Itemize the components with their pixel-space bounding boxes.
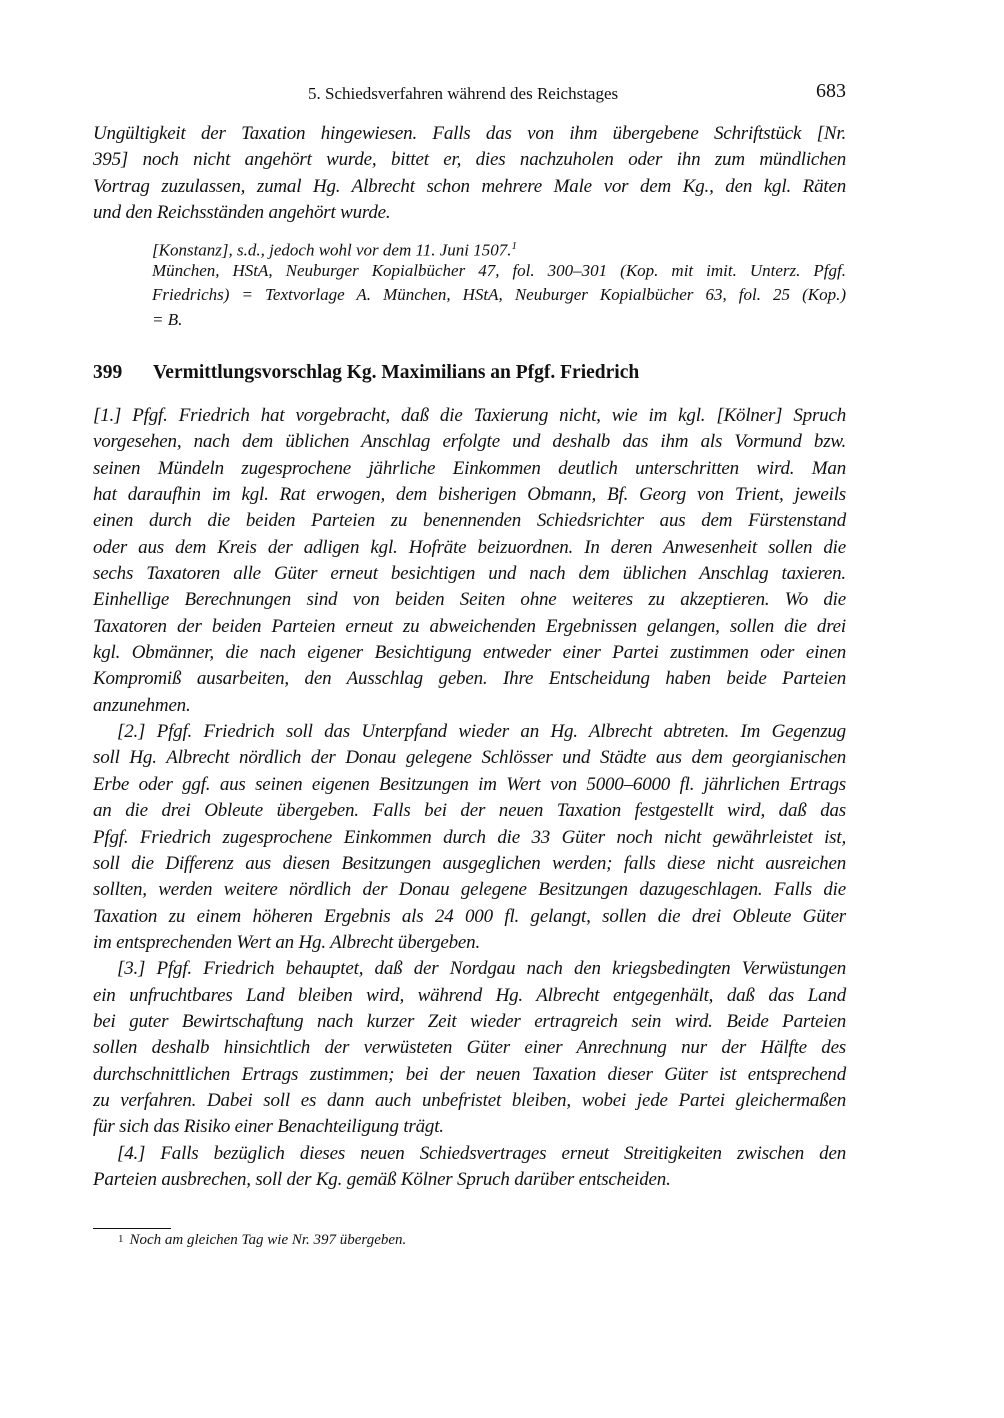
text-line: Parteien ausbrechen, soll der Kg. gemäß Kölner Spruch darüber entscheiden. (93, 1168, 671, 1190)
text-line: Friedrichs) = Textvorlage A. München, HStA, Neuburger Kopialbücher 63, fol. 25 (Kop.) (152, 285, 846, 305)
text-line: im entsprechenden Wert an Hg. Albrecht übergeben. (93, 931, 481, 953)
text-line: an die drei Obleute übergeben. Falls bei der neuen Taxation festgestellt wird, daß das (93, 800, 846, 822)
text-line: soll Hg. Albrecht nördlich der Donau gelegene Schlösser und Städte aus dem georgianischen (93, 747, 846, 769)
text-line: hat daraufhin im kgl. Rat erwogen, dem bisherigen Obmann, Bf. Georg von Trient, jeweils (93, 484, 846, 506)
text-line: Taxatoren der beiden Parteien erneut zu abweichenden Ergebnissen gelangen, sollen die drei (93, 615, 846, 637)
text-line: Erbe oder ggf. aus seinen eigenen Besitzungen im Wert von 5000–6000 fl. jährlichen Ertrags (93, 773, 846, 795)
paragraph (93, 1141, 846, 1194)
text-line: vorgesehen, nach dem üblichen Anschlag erfolgte und deshalb das ihm als Vormund bzw. (93, 431, 846, 453)
text-line: soll die Differenz aus diesen Besitzungen ausgeglichen werden; falls diese nicht ausreichen (93, 852, 846, 874)
document-title: Vermittlungsvorschlag Kg. Maximilians an Pfgf. Friedrich (153, 362, 640, 383)
text-line: Ungültigkeit der Taxation hingewiesen. Falls das von ihm übergebene Schriftstück [Nr. (93, 123, 846, 144)
footnote (118, 1232, 406, 1249)
text-line: = B. (152, 309, 183, 329)
footnote-divider (93, 1228, 171, 1229)
text-line: Kompromiß ausarbeiten, den Ausschlag geben. Ihre Entscheidung haben beide Parteien (93, 668, 846, 690)
date-line (152, 234, 846, 259)
text-line: München, HStA, Neuburger Kopialbücher 47, fol. 300–301 (Kop. mit imit. Unterz. Pfgf. (152, 260, 846, 280)
paragraph (93, 956, 846, 1140)
text-line: Pfgf. Friedrich zugesprochene Einkommen durch die 33 Güter noch nicht gewährleistet ist, (93, 826, 846, 848)
page-number: 683 (816, 80, 846, 102)
text-line: Taxation zu einem höheren Ergebnis als 24 000 fl. gelangt, sollen die drei Obleute Güter (93, 905, 846, 927)
document-number: 399 (93, 362, 123, 383)
footnote-mark: 1 (118, 1233, 124, 1245)
text-line: durchschnittlichen Ertrags zustimmen; bei der neuen Taxation dieser Güter ist entsprechend (93, 1063, 846, 1085)
text-line: sollten, werden weitere nördlich der Donau gelegene Besitzungen dazugeschlagen. Falls die (93, 879, 846, 901)
text-line: [2.] Pfgf. Friedrich soll das Unterpfand wieder an Hg. Albrecht abtreten. Im Gegenzug (117, 721, 846, 743)
text-line: [1.] Pfgf. Friedrich hat vorgebracht, daß die Taxierung nicht, wie im kgl. [Kölner] Spruch (93, 405, 846, 426)
document-metadata (152, 234, 846, 332)
text-line: [3.] Pfgf. Friedrich behauptet, daß der Nordgau nach den kriegsbedingten Verwüstungen (117, 958, 846, 980)
text-line: Vortrag zuzulassen, zumal Hg. Albrecht schon mehrere Male vor dem Kg., den kgl. Räten (93, 175, 846, 197)
text-line: zu verfahren. Dabei soll es dann auch unbefristet bleiben, wobei jede Partei gleichermaßen (93, 1089, 846, 1111)
text-line: sollen deshalb hinsichtlich der verwüsteten Güter einer Anrechnung nur der Hälfte des (93, 1037, 846, 1059)
text-line: oder aus dem Kreis der adligen kgl. Hofräte beizuordnen. In deren Anwesenheit sollen die (93, 536, 846, 558)
paragraph (93, 403, 846, 719)
text-line: 395] noch nicht angehört wurde, bittet er, dies nachzuholen oder ihn zum mündlichen (93, 149, 846, 171)
text-line: anzunehmen. (93, 694, 191, 716)
text-line: bei guter Bewirtschaftung nach kurzer Zeit wieder ertragreich sein wird. Beide Parteien (93, 1010, 846, 1032)
text-line: [4.] Falls bezüglich dieses neuen Schiedsvertrages erneut Streitigkeiten zwischen den (117, 1142, 846, 1164)
date-text: [Konstanz], s.d., jedoch wohl vor dem 11. Juni 1507. (152, 240, 512, 260)
running-header (93, 80, 846, 106)
text-line: Einhellige Berechnungen sind von beiden Seiten ohne weiteres zu akzeptieren. Wo die (93, 589, 846, 611)
intro-paragraph (93, 121, 846, 226)
paragraph (93, 719, 846, 956)
text-line: für sich das Risiko einer Benachteiligung trägt. (93, 1116, 444, 1138)
text-line: seinen Mündeln zugesprochene jährliche Einkommen deutlich unterschritten wird. Man (93, 457, 846, 479)
footnote-text: Noch am gleichen Tag wie Nr. 397 übergeben. (129, 1232, 407, 1248)
text-line: sechs Taxatoren alle Güter erneut besichtigen und nach dem üblichen Anschlag taxieren. (93, 563, 846, 585)
document-body (93, 403, 846, 1193)
document-heading (93, 362, 639, 384)
text-line: einen durch die beiden Parteien zu benennenden Schiedsrichter aus dem Fürstenstand (93, 510, 846, 532)
text-line: und den Reichsständen angehört wurde. (93, 202, 391, 224)
running-title: 5. Schiedsverfahren während des Reichstages (308, 84, 619, 103)
footnote-reference[interactable]: 1 (511, 240, 518, 252)
text-line: ein unfruchtbares Land bleiben wird, während Hg. Albrecht entgegenhält, daß das Land (93, 984, 846, 1006)
text-line: kgl. Obmänner, die nach eigener Besichtigung entweder einer Partei zustimmen oder einen (93, 642, 846, 664)
